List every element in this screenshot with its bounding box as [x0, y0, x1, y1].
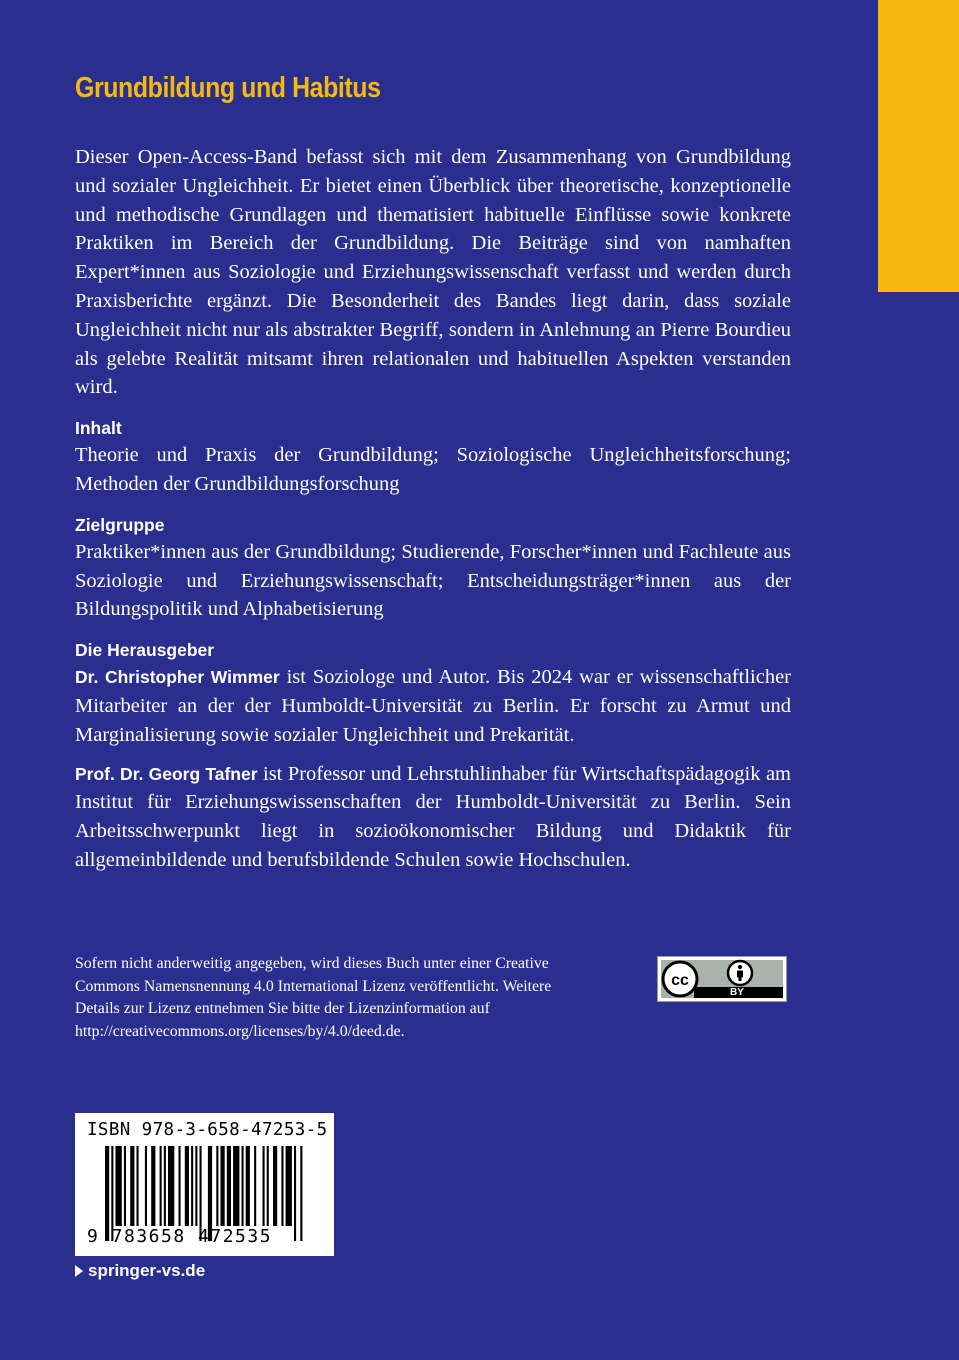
barcode-bar: [273, 1146, 277, 1226]
barcode-bar: [179, 1146, 181, 1226]
audience-heading: Zielgruppe: [75, 514, 165, 535]
barcode-digits: 9 783658 472535: [87, 1226, 273, 1247]
intro-paragraph: Dieser Open-Access-Band befasst sich mit dem Zusammenhang von Grundbildung und sozialer Ungleichheit. Er bietet einen Überblick über theoretische, konzeptionelle und methodische Grundlagen und thematisiert habituelle Einflüsse sowie konkrete Praktiken im Bereich der Grundbildung. Die Beiträge sind von namhaften Expert*innen aus Soziologie und Erziehungswissenschaft verfasst und werden durch Praxisberichte ergänzt. Die Besonderheit des Bandes liegt darin, dass soziale Ungleichheit nicht nur als abstrakter Begriff, sondern in Anlehnung an Pierre Bourdieu als gelebte Realität mitsamt ihren relationalen und habituellen Aspekten verstanden wird.: [75, 146, 791, 399]
editor-bio-text: ist Professor und Lehrstuhlinhaber für Wirtschaftspädagogik am Institut für Erziehungswissenschaften der Humboldt-Universität zu Berlin. Sein Arbeitsschwerpunkt liegt in sozioökonomischer Bildung und Didaktik für allgemeinbildende und berufsbildende Schulen sowie Hochschulen.: [75, 762, 792, 871]
barcode-bar: [164, 1146, 166, 1226]
contents-section: [75, 416, 791, 499]
barcode-bar: [286, 1146, 292, 1226]
isbn-label: ISBN 978-3-658-47253-5: [87, 1120, 328, 1140]
barcode-bar: [242, 1146, 244, 1226]
arrow-right-icon: [75, 1265, 83, 1277]
barcode-bar: [227, 1146, 231, 1226]
barcode-bar: [254, 1146, 256, 1226]
publisher-url: springer-vs.de: [88, 1261, 206, 1280]
barcode-bar: [267, 1146, 269, 1226]
barcode-bar: [221, 1146, 225, 1226]
editors-section: [75, 638, 791, 875]
barcode-bar: [185, 1146, 189, 1226]
barcode-bar: [168, 1146, 174, 1226]
barcode-bar: [145, 1146, 147, 1226]
barcode-bar: [195, 1146, 197, 1226]
editor-bio: [75, 760, 791, 875]
back-cover-content: [75, 72, 791, 875]
cc-license-label: BY: [730, 987, 744, 998]
contents-heading: Inhalt: [75, 418, 122, 439]
license-notice: Sofern nicht anderweitig angegeben, wird dieses Buch unter einer Creative Commons Namensnennung 4.0 International Lizenz veröffentlicht. Weitere Details zur Lizenz entnehmen Sie bitte der Lizenzinformation auf http://creativecommons.org/licenses/by/4.0/deed.de.: [75, 955, 552, 1040]
barcode-bar: [151, 1146, 155, 1226]
isbn-barcode: [75, 1113, 334, 1256]
svg-text:cc: cc: [671, 972, 689, 989]
barcode-bar: [116, 1146, 122, 1226]
barcode-bar: [124, 1146, 126, 1226]
barcode-bar: [246, 1146, 250, 1226]
barcode-bar: [281, 1146, 283, 1226]
barcode-bar: [130, 1146, 134, 1226]
accent-bar: [878, 0, 959, 292]
barcode-bar: [300, 1146, 302, 1241]
editor-bio-text: ist Soziologe und Autor. Bis 2024 war er wissenschaftlicher Mitarbeiter an der der Humboldt-Universität zu Berlin. Er forscht zu Armut und Marginalisierung sowie sozialer Ungleichheit und Prekarität.: [75, 666, 791, 746]
contents-text: Theorie und Praxis der Grundbildung; Soziologische Ungleichheitsforschung; Methoden der Grundbildungsforschung: [75, 444, 791, 495]
audience-text: Praktiker*innen aus der Grundbildung; Studierende, Forscher*innen und Fachleute aus Soziologie und Erziehungswissenschaft; Entscheidungsträger*innen aus der Bildungspolitik und Alphabetisierung: [75, 540, 791, 621]
creative-commons-by-icon: [657, 956, 787, 1002]
barcode-bar: [137, 1146, 139, 1226]
book-title: Grundbildung und Habitus: [75, 72, 381, 104]
barcode-bar: [216, 1146, 218, 1226]
barcode-bar: [233, 1146, 239, 1226]
editor-name: Prof. Dr. Georg Tafner: [75, 763, 258, 784]
barcode-bar: [191, 1146, 193, 1226]
publisher-link[interactable]: [75, 1261, 205, 1281]
barcode-bar: [294, 1146, 296, 1241]
editor-bio: [75, 663, 791, 749]
editor-name: Dr. Christopher Wimmer: [75, 667, 280, 688]
barcode-bar: [263, 1146, 265, 1226]
barcode-bar: [160, 1146, 162, 1226]
audience-section: [75, 513, 791, 624]
editors-heading: Die Herausgeber: [75, 640, 215, 661]
